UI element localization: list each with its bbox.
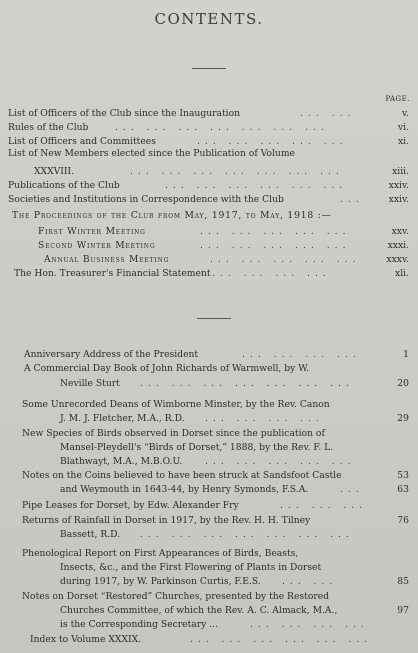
leader-dots: ... ... ... bbox=[280, 500, 368, 511]
leader-dots: ... ... ... ... ... ... ... bbox=[130, 166, 344, 177]
contents-entry bbox=[0, 634, 418, 646]
entry-page-number: vi. bbox=[397, 122, 409, 133]
contents-entry bbox=[0, 399, 418, 411]
entry-title: New Species of Birds observed in Dorset since the publication of bbox=[22, 428, 325, 439]
entry-title: during 1917, by W. Parkinson Curtis, F.E.S. bbox=[60, 576, 261, 587]
entry-title: Notes on Dorset “Restored” Churches, presented by the Restored bbox=[22, 591, 330, 602]
contents-entry bbox=[0, 148, 418, 160]
entry-title: Second Winter Meeting bbox=[38, 240, 156, 251]
entry-title: Anniversary Address of the President bbox=[24, 349, 199, 360]
entry-title: First Winter Meeting bbox=[38, 226, 146, 237]
page-title: CONTENTS. bbox=[154, 10, 264, 28]
entry-title: Some Unrecorded Deans of Wimborne Minster, by the Rev. Canon bbox=[22, 399, 330, 410]
entry-page-number: v. bbox=[401, 108, 409, 119]
contents-entry bbox=[0, 136, 418, 148]
leader-dots: ... ... ... ... ... bbox=[210, 254, 361, 265]
contents-entry bbox=[0, 240, 418, 252]
contents-entry bbox=[0, 413, 418, 425]
leader-dots: ... ... ... ... ... ... ... bbox=[140, 529, 354, 540]
entry-page-number: 53 bbox=[397, 470, 409, 481]
entry-page-number: 20 bbox=[397, 378, 409, 389]
contents-entry bbox=[0, 562, 418, 574]
entry-title: List of Officers and Committees bbox=[8, 136, 156, 147]
leader-dots: ... ... ... ... ... bbox=[205, 456, 356, 467]
contents-entry bbox=[0, 226, 418, 238]
entry-title: Mansel-Pleydell's “Birds of Dorset,” 1888, by the Rev. F. L. bbox=[60, 442, 334, 453]
middle-divider bbox=[197, 318, 231, 319]
contents-entry bbox=[0, 122, 418, 134]
contents-entry bbox=[0, 442, 418, 454]
contents-entry bbox=[0, 363, 418, 375]
contents-entry bbox=[0, 576, 418, 588]
leader-dots: ... ... ... ... bbox=[205, 413, 324, 424]
contents-entry bbox=[0, 619, 418, 631]
contents-entry bbox=[0, 268, 418, 280]
entry-page-number: 1 bbox=[403, 349, 409, 360]
contents-entry bbox=[0, 428, 418, 440]
entry-title: Index to Volume XXXIX. bbox=[30, 634, 142, 645]
leader-dots: ... ... ... ... ... bbox=[197, 136, 348, 147]
entry-title: Phenological Report on First Appearances of Birds, Beasts, bbox=[22, 548, 299, 559]
entry-title: Insects, &c., and the First Flowering of Plants in Dorset bbox=[60, 562, 322, 573]
entry-title: Returns of Rainfall in Dorset in 1917, by the Rev. H. H. Tilney bbox=[22, 515, 311, 526]
entry-title: and Weymouth in 1643-44, by Henry Symonds, F.S.A. bbox=[60, 484, 309, 495]
contents-entry bbox=[0, 108, 418, 120]
entry-page-number: 85 bbox=[397, 576, 409, 587]
contents-entry bbox=[0, 456, 418, 468]
entry-title: Societies and Institutions in Correspondence with the Club bbox=[8, 194, 284, 205]
contents-entry bbox=[0, 591, 418, 603]
leader-dots: ... bbox=[340, 194, 364, 205]
contents-entry bbox=[0, 500, 418, 512]
leader-dots: ... ... ... ... ... ... ... bbox=[140, 378, 354, 389]
entry-page-number: xxxi. bbox=[387, 240, 409, 251]
entry-title: List of New Members elected since the Publication of Volume bbox=[8, 148, 295, 159]
contents-entry bbox=[0, 254, 418, 266]
leader-dots: ... ... ... ... ... bbox=[200, 226, 351, 237]
contents-entry bbox=[0, 349, 418, 361]
contents-entry bbox=[0, 180, 418, 192]
entry-title: Pipe Leases for Dorset, by Edw. Alexander Fry bbox=[22, 500, 239, 511]
leader-dots: ... ... ... ... bbox=[250, 619, 369, 630]
entry-title: The Hon. Treasurer's Financial Statement bbox=[14, 268, 211, 279]
contents-entry bbox=[0, 470, 418, 482]
entry-title: The Proceedings of the Club from May, 1917, to May, 1918 :— bbox=[12, 210, 332, 221]
entry-page-number: 97 bbox=[397, 605, 409, 616]
entry-page-number: xxiv. bbox=[388, 180, 409, 191]
leader-dots: ... ... ... ... bbox=[242, 349, 361, 360]
contents-entry bbox=[0, 194, 418, 206]
entry-title: XXXVIII. bbox=[34, 166, 75, 177]
contents-entry bbox=[0, 548, 418, 560]
leader-dots: ... ... bbox=[300, 108, 356, 119]
entry-page-number: xli. bbox=[395, 268, 409, 279]
leader-dots: ... ... ... ... ... ... ... bbox=[115, 122, 329, 133]
contents-entry bbox=[0, 378, 418, 390]
entry-page-number: 29 bbox=[397, 413, 409, 424]
entry-page-number: 63 bbox=[397, 484, 409, 495]
entry-title: Rules of the Club bbox=[8, 122, 89, 133]
entry-title: List of Officers of the Club since the Inauguration bbox=[8, 108, 241, 119]
entry-page-number: xxxv. bbox=[386, 254, 409, 265]
entry-title: Neville Sturt bbox=[60, 378, 120, 389]
contents-entry bbox=[0, 529, 418, 541]
entry-title: Churches Committee, of which the Rev. A. C. Almack, M.A., bbox=[60, 605, 338, 616]
leader-dots: ... bbox=[340, 484, 364, 495]
entry-title: Blathwayt, M.A., M.B.O.U. bbox=[60, 456, 183, 467]
leader-dots: ... ... ... ... ... bbox=[200, 240, 351, 251]
entry-page-number: xiii. bbox=[392, 166, 409, 177]
leader-dots: ... ... bbox=[282, 576, 338, 587]
leader-dots: ... ... ... ... ... ... bbox=[165, 180, 348, 191]
entry-title: Notes on the Coins believed to have been struck at Sandsfoot Castle bbox=[22, 470, 342, 481]
entry-page-number: xxiv. bbox=[388, 194, 409, 205]
top-divider bbox=[192, 68, 226, 69]
entry-title: A Commercial Day Book of John Richards of Warmwell, by W. bbox=[24, 363, 310, 374]
leader-dots: ... ... ... ... bbox=[212, 268, 331, 279]
contents-entry bbox=[0, 605, 418, 617]
entry-title: Publications of the Club bbox=[8, 180, 120, 191]
entry-title: Bassett, R.D. bbox=[60, 529, 121, 540]
entry-page-number: xxv. bbox=[391, 226, 409, 237]
contents-entry bbox=[0, 484, 418, 496]
contents-entry bbox=[0, 166, 418, 178]
leader-dots: ... ... ... ... ... ... bbox=[190, 634, 373, 645]
page-column-header: PAGE. bbox=[385, 95, 410, 103]
contents-entry bbox=[0, 210, 418, 222]
entry-page-number: xi. bbox=[397, 136, 409, 147]
entry-page-number: 76 bbox=[397, 515, 409, 526]
entry-title: is the Corresponding Secretary ... bbox=[60, 619, 219, 630]
contents-entry bbox=[0, 515, 418, 527]
entry-title: Annual Business Meeting bbox=[44, 254, 170, 265]
entry-title: J. M. J. Fletcher, M.A., R.D. bbox=[60, 413, 185, 424]
